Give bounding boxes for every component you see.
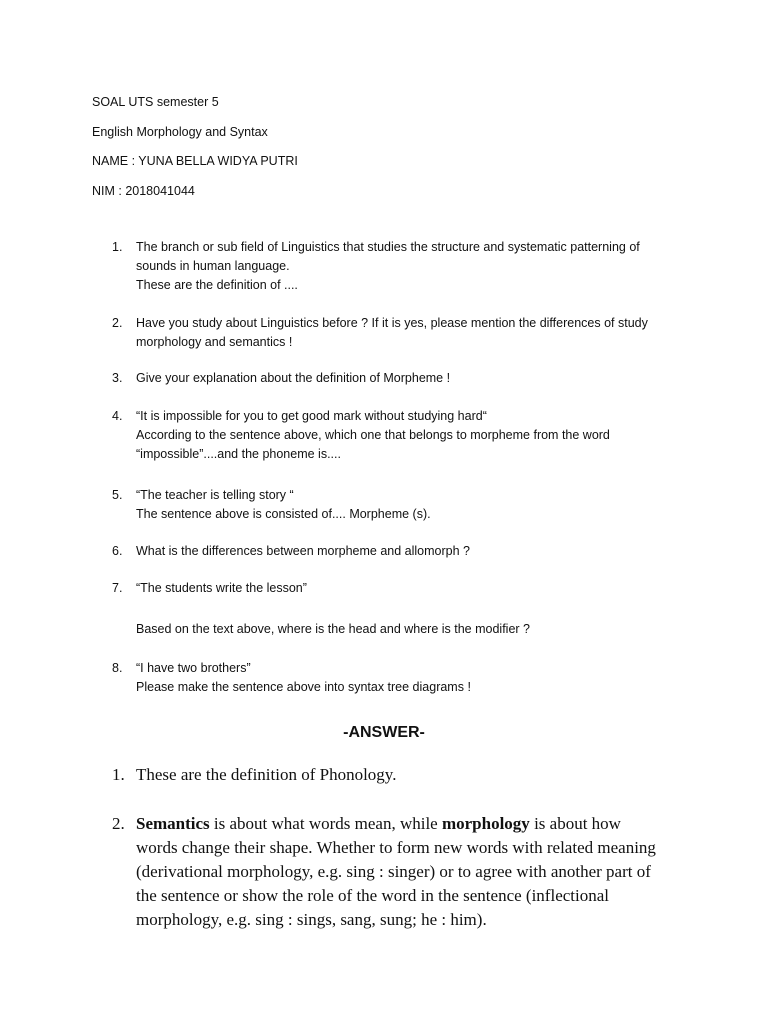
- answer-line: the sentence or show the role of the word in the sentence (inflectional: [136, 886, 609, 905]
- student-nim: NIM : 2018041044: [92, 183, 195, 198]
- question-line: According to the sentence above, which one that belongs to morpheme from the word: [136, 428, 610, 442]
- question-line: Give your explanation about the definition of Morpheme !: [136, 371, 451, 385]
- question-line: Have you study about Linguistics before ? If it is yes, please mention the differences of study: [136, 316, 648, 330]
- question-line: What is the differences between morpheme and allomorph ?: [136, 544, 470, 558]
- answer-text: These are the definition of Phonology.: [136, 765, 397, 784]
- question-line: “I have two brothers”: [136, 661, 251, 675]
- question-line: The branch or sub field of Linguistics that studies the structure and systematic patterning of: [136, 240, 640, 254]
- exam-title: SOAL UTS semester 5: [92, 95, 219, 109]
- answer-line: morphology, e.g. sing : sings, sang, sung; he : him).: [136, 910, 487, 929]
- question-number: 8.: [112, 661, 123, 675]
- question-line: “The teacher is telling story “: [136, 488, 294, 502]
- answer-number: 2.: [112, 814, 125, 833]
- question-number: 6.: [112, 544, 123, 558]
- question-number: 1.: [112, 240, 123, 254]
- question-line: sounds in human language.: [136, 259, 290, 273]
- answer-line: [136, 812, 656, 836]
- answer-heading: -ANSWER-: [343, 724, 425, 741]
- question-number: 7.: [112, 581, 123, 595]
- answer-number: 1.: [112, 765, 125, 784]
- question-line: Please make the sentence above into syntax tree diagrams !: [136, 680, 471, 694]
- question-number: 4.: [112, 409, 123, 423]
- answer-segment: is about how: [529, 814, 621, 833]
- question-number: 3.: [112, 371, 123, 385]
- question-number: 2.: [112, 316, 123, 330]
- answer-line: (derivational morphology, e.g. sing : singer) or to agree with another part of: [136, 862, 651, 881]
- question-line: “impossible”....and the phoneme is....: [136, 447, 341, 461]
- document-header: [92, 93, 298, 211]
- question-line: [136, 598, 676, 617]
- question-line: “The students write the lesson”: [136, 581, 307, 595]
- course-title: English Morphology and Syntax: [92, 124, 268, 139]
- question-line: Based on the text above, where is the head and where is the modifier ?: [136, 622, 530, 636]
- term-semantics: Semantics: [136, 814, 210, 833]
- student-name: NAME : YUNA BELLA WIDYA PUTRI: [92, 154, 298, 168]
- answer-segment: is about what words mean, while: [209, 814, 442, 833]
- question-number: 5.: [112, 488, 123, 502]
- question-line: The sentence above is consisted of.... Morpheme (s).: [136, 507, 431, 521]
- term-morphology: morphology: [441, 814, 530, 833]
- question-line: These are the definition of ....: [136, 278, 298, 292]
- answer-line: words change their shape. Whether to form new words with related meaning: [136, 838, 656, 857]
- question-line: “It is impossible for you to get good mark without studying hard“: [136, 409, 487, 423]
- question-line: morphology and semantics !: [136, 335, 293, 349]
